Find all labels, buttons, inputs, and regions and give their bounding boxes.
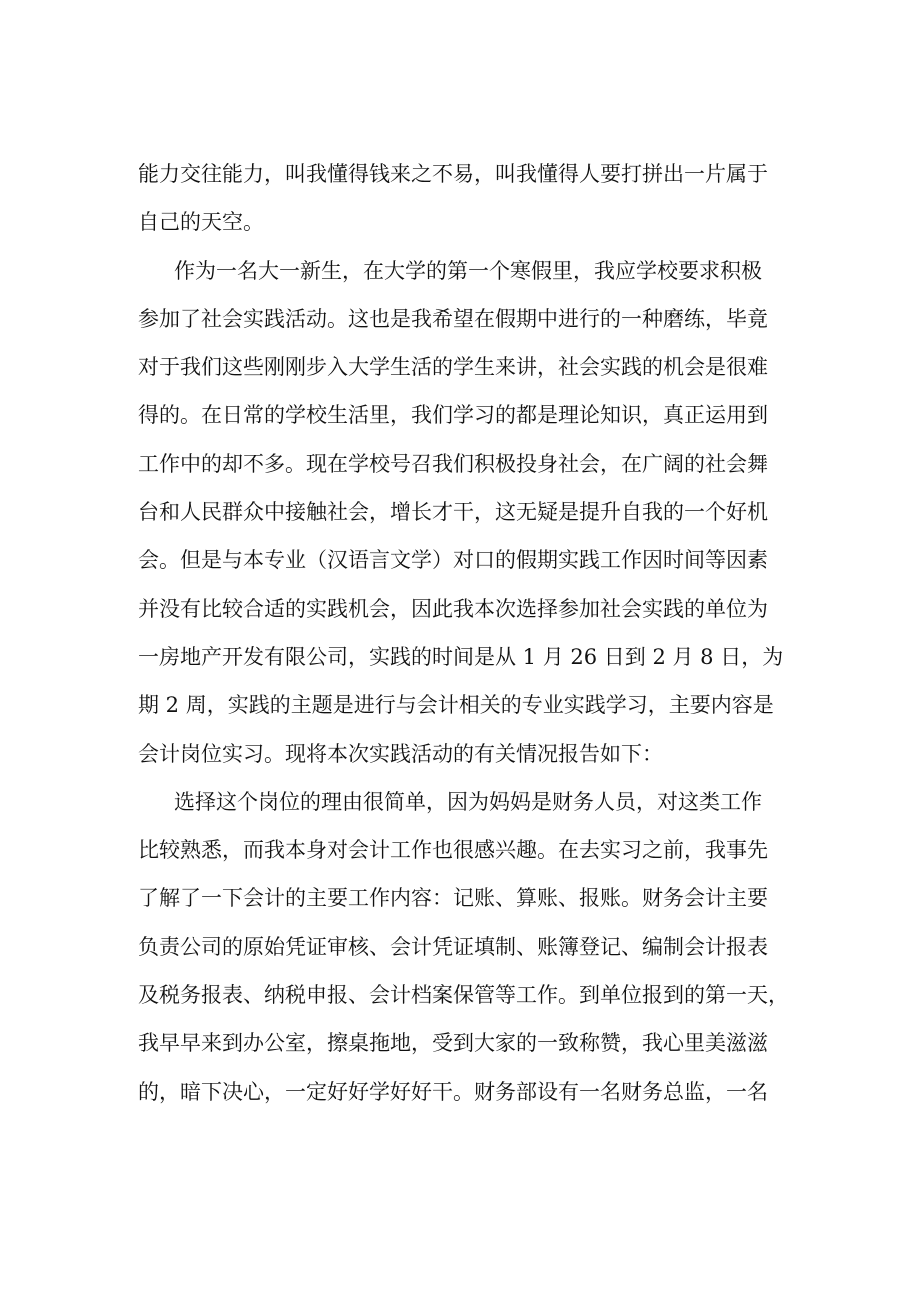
text-line: 的，暗下决心，一定好好学好好干。财务部设有一名财务总监，一名 bbox=[138, 1079, 768, 1104]
text-line: 自己的天空。 bbox=[138, 210, 264, 235]
document-body bbox=[138, 150, 838, 1116]
text-line: 工作中的却不多。现在学校号召我们积极投身社会，在广阔的社会舞 bbox=[138, 451, 768, 476]
text-line: 对于我们这些刚刚步入大学生活的学生来讲，社会实践的机会是很难 bbox=[138, 355, 768, 380]
text-line: 并没有比较合适的实践机会，因此我本次选择参加社会实践的单位为 bbox=[138, 596, 768, 621]
text-line: 及税务报表、纳税申报、会计档案保管等工作。到单位报到的第一天， bbox=[138, 983, 789, 1008]
text-line: 得的。在日常的学校生活里，我们学习的都是理论知识，真正运用到 bbox=[138, 403, 768, 428]
paragraph-2 bbox=[138, 247, 838, 778]
text-line: 选择这个岗位的理由很简单，因为妈妈是财务人员，对这类工作 bbox=[174, 789, 762, 814]
text-line: 一房地产开发有限公司，实践的时间是从 1 月 26 日到 2 月 8 日，为 bbox=[138, 644, 784, 669]
text-line: 参加了社会实践活动。这也是我希望在假期中进行的一种磨练，毕竟 bbox=[138, 306, 768, 331]
paragraph-1 bbox=[138, 150, 838, 247]
paragraph-3 bbox=[138, 778, 838, 1116]
text-line: 期 2 周，实践的主题是进行与会计相关的专业实践学习，主要内容是 bbox=[138, 693, 774, 718]
text-line: 比较熟悉，而我本身对会计工作也很感兴趣。在去实习之前，我事先 bbox=[138, 838, 768, 863]
text-line: 会。但是与本专业（汉语言文学）对口的假期实践工作因时间等因素 bbox=[138, 548, 768, 573]
text-line: 了解了一下会计的主要工作内容：记账、算账、报账。财务会计主要 bbox=[138, 886, 768, 911]
text-line: 作为一名大一新生，在大学的第一个寒假里，我应学校要求积极 bbox=[174, 258, 762, 283]
text-line: 我早早来到办公室，擦桌拖地，受到大家的一致称赞，我心里美滋滋 bbox=[138, 1031, 768, 1056]
text-line: 能力交往能力，叫我懂得钱来之不易，叫我懂得人要打拼出一片属于 bbox=[138, 162, 768, 186]
text-line: 台和人民群众中接触社会，增长才干，这无疑是提升自我的一个好机 bbox=[138, 500, 768, 525]
text-line: 会计岗位实习。现将本次实践活动的有关情况报告如下： bbox=[138, 741, 663, 766]
text-line: 负责公司的原始凭证审核、会计凭证填制、账簿登记、编制会计报表 bbox=[138, 934, 768, 959]
